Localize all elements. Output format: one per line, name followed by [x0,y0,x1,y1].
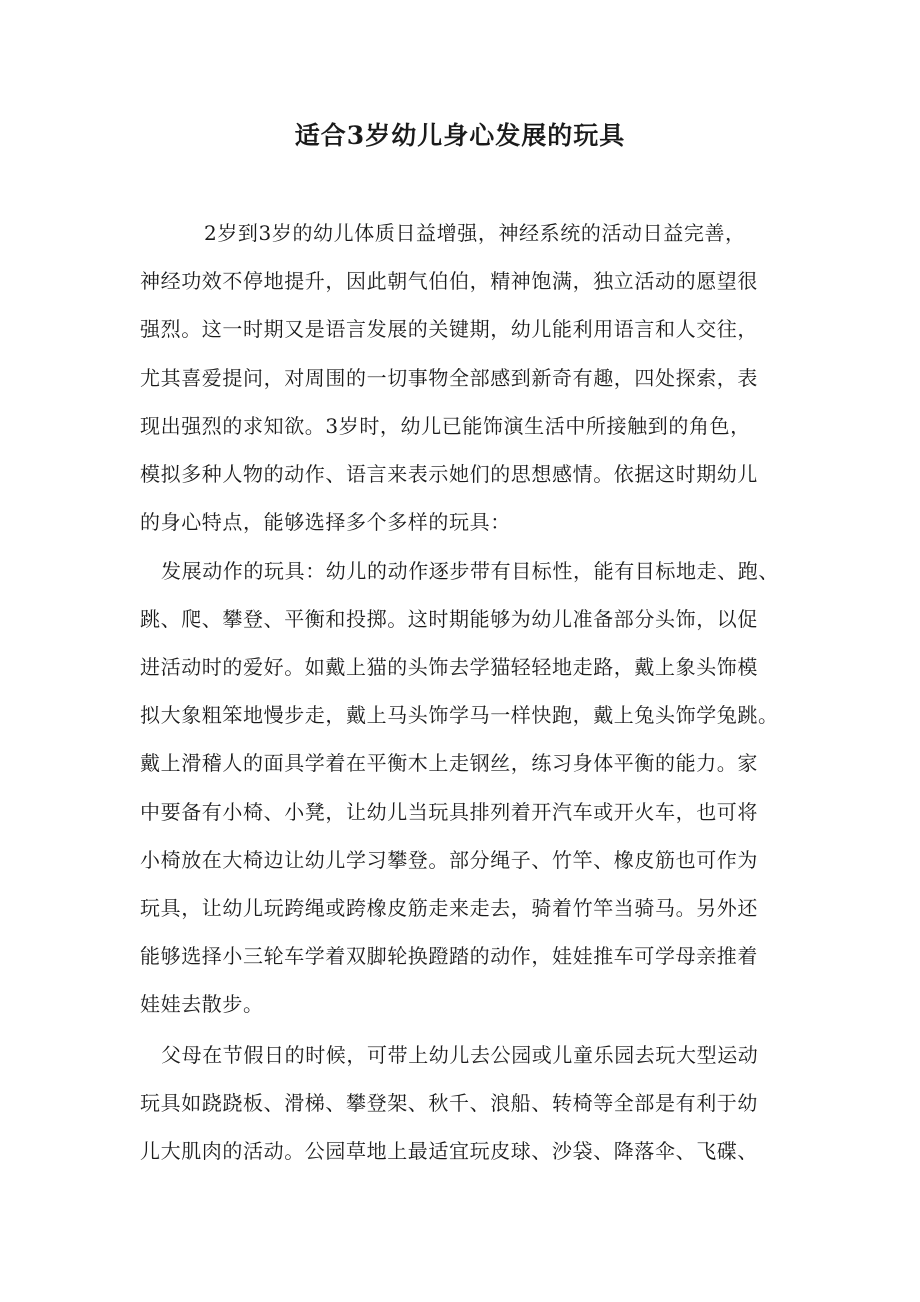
paragraph-line: 尤其喜爱提问，对周围的一切事物全部感到新奇有趣，四处探索，表 [140,366,758,390]
paragraph-line: 戴上滑稽人的面具学着在平衡木上走钢丝，练习身体平衡的能力。家 [140,751,758,775]
paragraph-line: 进活动时的爱好。如戴上猫的头饰去学猫轻轻地走路，戴上象头饰模 [140,655,758,679]
paragraph-line: 玩具，让幼儿玩跨绳或跨橡皮筋走来走去，骑着竹竿当骑马。另外还 [140,896,758,920]
paragraph-line: 2岁到3岁的幼儿体质日益增强，神经系统的活动日益完善， [204,221,746,245]
page-title: 适合3岁幼儿身心发展的玩具 [294,121,626,150]
paragraph-line: 模拟多种人物的动作、语言来表示她们的思想感情。依据这时期幼儿 [140,462,758,486]
paragraph-line: 小椅放在大椅边让幼儿学习攀登。部分绳子、竹竿、橡皮筋也可作为 [140,848,758,872]
paragraph-line: 现出强烈的求知欲。3岁时，幼儿已能饰演生活中所接触到的角色， [140,414,751,438]
paragraph-line: 娃娃去散步。 [140,992,264,1016]
paragraph-line: 玩具如跷跷板、滑梯、攀登架、秋千、浪船、转椅等全部是有利于幼 [140,1091,758,1115]
paragraph-line: 能够选择小三轮车学着双脚轮换蹬踏的动作，娃娃推车可学母亲推着 [140,944,758,968]
paragraph-line: 发展动作的玩具：幼儿的动作逐步带有目标性，能有目标地走、跑、 [161,559,779,583]
paragraph-line: 儿大肌肉的活动。公园草地上最适宜玩皮球、沙袋、降落伞、飞碟、 [140,1139,758,1163]
paragraph-line: 强烈。这一时期又是语言发展的关键期，幼儿能利用语言和人交往， [140,317,758,341]
paragraph-line: 的身心特点，能够选择多个多样的玩具： [140,510,511,534]
paragraph-line: 父母在节假日的时候，可带上幼儿去公园或儿童乐园去玩大型运动 [161,1043,759,1067]
paragraph-line: 跳、爬、攀登、平衡和投掷。这时期能够为幼儿准备部分头饰，以促 [140,607,758,631]
paragraph-line: 中要备有小椅、小凳，让幼儿当玩具排列着开汽车或开火车，也可将 [140,800,758,824]
paragraph-line: 神经功效不停地提升，因此朝气伯伯，精神饱满，独立活动的愿望很 [140,269,758,293]
paragraph-line: 拟大象粗笨地慢步走，戴上马头饰学马一样快跑，戴上兔头饰学兔跳。 [140,703,779,727]
